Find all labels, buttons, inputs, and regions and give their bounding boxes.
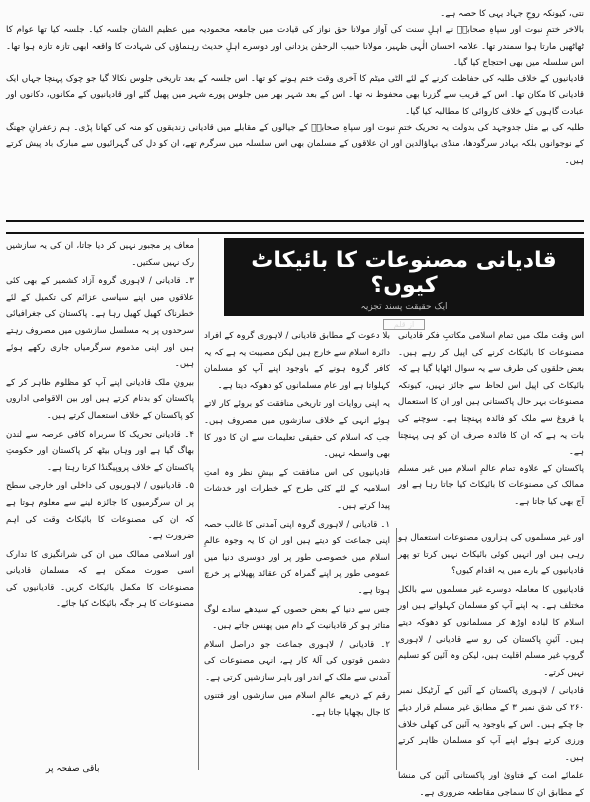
middle-paragraph: یہ اپنی روایات اور تاریخی منافقت کو بروئے کار لاتے ہوئے انہی کے خلاف سازشوں میں مصروف ہیں۔ جب کہ اسلام کی حقیقی تعلیمات سے ان کا دور کا بھی واسطہ نہیں۔ [204,399,390,460]
left-paragraph: ۴۔ قادیانی تحریک کا سربراہ کافی عرصہ سے لندن بھاگ گیا ہے اور وہاں بیٹھ کر پاکستان اور حکومتِ پاکستان کے خلاف پروپیگنڈا کرتا رہتا ہے۔ [6,429,194,473]
top-article-paragraph: قادیانیوں کے خلاف طلبہ کی حفاظت کرنے کے لئے الٹی میٹم کا آخری وقت ختم ہونے کو تھا۔ اس جلسہ کے بعد تاریخی جلوس نکالا گیا جو چوک پہنچا جہاں ایک قادیانی کا مکان تھا۔ اس کے قریب سے گزرنا بھی محفوظ نہ تھا۔ اس کے بعد شہر بھر میں جلوس پورے شہر میں پھیل گئے اور قادیانیوں کے مکانوں، دکانوں اور عبادت گاہوں کے خلاف کاروائی کا مطالبہ کیا گیا۔ [6,74,584,117]
section-divider [6,220,584,222]
middle-paragraph: بلا دعوت کے مطابق قادیانی / لاہوری گروہ کے افراد دائرہ اسلام سے خارج ہیں لیکن مصیبت یہ ہے کہ یہ کافر گروہ ہونے کے باوجود اپنے آپ کو مسلمان کہلواتا ہے اور عام مسلمانوں کو دھوکہ دیتا ہے۔ [203,331,390,391]
right-paragraph: پاکستان کے علاوہ تمام عالمِ اسلام میں غیر مسلم ممالک کی مصنوعات کا بائیکاٹ کیا جاتا رہا ہے اور آج بھی کیا جاتا ہے۔ [398,463,584,507]
top-article-paragraph: طلبہ کی بے مثل جدوجہد کی بدولت یہ تحریک ختمِ نبوت اور سپاہِ صحابہؓ کے جیالوں کے مقابلے میں قادیانی زندیقوں کو منہ کی کھانا پڑی۔ ہم زعفرانِ جھنگ کے نوجوانوں بلکہ بہادر سرگودھا، منڈی بہاؤالدین اور ان علاقوں کے مسلمان بھی اس سلسلہ میں سرگرم تھے، ان کو دل کی گہرائیوں سے مبارک باد پیش کرتے ہیں۔ [6,123,584,166]
middle-paragraph: ۱۔ قادیانی / لاہوری گروہ اپنی آمدنی کا غالب حصہ اپنی جماعت کو دیتے ہیں اور ان کا یہ وجوہ عالمِ اسلام میں خصوصی طور پر اور دوسری دنیا میں عمومی طور پر اپنے گمراہ کن عقائد پھیلانے پر خرچ ہوتا ہے۔ [204,519,390,596]
right-paragraph: علمائے امت کے فتاویٰ اور پاکستانی آئین کی منشا کے مطابق ان کا سماجی مقاطعہ ضروری ہے۔ [398,771,584,798]
banner-subtitle: ایک حقیقت پسند تجزیہ [360,302,448,312]
right-column [398,530,584,798]
middle-paragraph: قادیانیوں کی اس منافقت کے بیشِ نظر وہ امتِ اسلامیہ کے لئے کئی طرح کے خطرات اور خدشات پیدا کرتے ہیں۔ [204,467,390,511]
middle-column [204,328,390,770]
middle-paragraph: جس سے دنیا کے بعض حصوں کے سیدھے سادے لوگ متاثر ہو کر قادیانیت کے دام میں پھنس جاتے ہیں۔ [204,604,390,632]
banner-byline: از قلم [383,319,425,330]
left-paragraph: ۳۔ قادیانی / لاہوری گروہ آزاد کشمیر کے بھی کئی علاقوں میں اپنے سیاسی عزائم کی تکمیل کے لئے خطرناک کھیل کھیل رہا ہے۔ پاکستان کی جغرافیائی سرحدوں پر یہ مسلسل سازشوں میں مصروف رہتے ہیں اور اپنی مذموم سرگرمیاں جاری رکھے ہوئے ہیں۔ [6,276,194,370]
article-banner [224,238,584,329]
right-paragraph: قادیانی / لاہوری پاکستان کے آئین کے آرٹیکل نمبر ۲۶۰ کی شق نمبر ۳ کے مطابق غیر مسلم قرار دیئے جا چکے ہیں۔ اس کے باوجود یہ آئین کی کھلی خلاف ورزی کرتے ہوئے اپنے آپ کو مسلمان ظاہر کرتے ہیں۔ [398,686,584,763]
section-divider [6,232,584,234]
left-column [6,238,194,770]
top-article [6,6,584,218]
left-paragraph: بیرونِ ملک قادیانی اپنے آپ کو مظلوم ظاہر کر کے پاکستان کو بدنام کرتے ہیں اور بین الاقوامی اداروں کو پاکستان کے خلاف استعمال کرتے ہیں۔ [6,377,194,421]
top-article-paragraph: نتی، کیونکہ روحِ جہاد یہی کا حصہ ہے۔ [440,9,584,19]
top-article-paragraph: بالاخر ختمِ نبوت اور سپاہِ صحابہؓ نے اہلِ سنت کی آواز مولانا حق نواز کی قیادت میں جامعہ محمودیہ میں عظیم الشان جلسہ کیا۔ جلسہ کیا تھا عوام کا ٹھاٹھیں مارتا ہوا سمندر تھا۔ علامہ احسان الٰہی ظہیر، مولانا حبیب الرحمٰن یزدانی اور دوسرے اہلِ حدیث رہنماؤں کی شہادت کا واقعہ ابھی تازہ تازہ ہوا تھا۔ اس سلسلہ میں بھی احتجاج کیا گیا۔ [6,25,584,68]
column-divider [198,238,199,770]
middle-paragraph: ۲۔ قادیانی / لاہوری جماعت جو دراصل اسلام دشمن قوتوں کی آلۂ کار ہے، انہی مصنوعات کی آمدنی سے ملک کے اندر اور باہر سازشیں کرتی ہے۔ [204,639,390,683]
right-paragraph: اس وقت ملک میں تمام اسلامی مکاتبِ فکر قادیانی مصنوعات کا بائیکاٹ کرنے کی اپیل کر رہے ہیں۔ بعض حلقوں کی طرف سے یہ سوال اٹھایا گیا ہے کہ بائیکاٹ کی اپیل اس لحاظ سے جائز نہیں، کیونکہ مصنوعات بہر حال پاکستانی ہیں اور ان کا استعمال یا فروغ سے ملک کو فائدہ پہنچتا ہے۔ سوچنے کی بات یہ ہے کہ ان کا فائدہ صرف ان کو ہی پہنچتا ہے۔ [398,331,584,458]
middle-paragraph: رقم کے ذریعے عالمِ اسلام میں سازشوں اور فتنوں کا جال بچھایا جاتا ہے۔ [204,691,390,719]
continued-note: باقی صفحہ پر [46,764,100,774]
article-columns [6,238,584,798]
left-paragraph: معاف پر مجبور نہیں کر دیا جاتا، ان کی یہ سازشیں رک نہیں سکتیں۔ [6,241,194,268]
right-paragraph: اور غیر مسلموں کی ہزاروں مصنوعات استعمال ہو رہی ہیں اور انہیں کوئی بائیکاٹ نہیں کرتا تو پھر قادیانیوں کے بارے میں یہ اقدام کیوں؟ [398,533,584,577]
column-divider [396,528,397,770]
left-paragraph: اور اسلامی ممالک میں ان کی شرانگیزی کا تدارک اسی صورت ممکن ہے کہ مسلمان قادیانی مصنوعات کا مکمل بائیکاٹ کریں۔ قادیانیوں کی مصنوعات کا ہر جگہ بائیکاٹ کیا جائے۔ [6,549,194,610]
left-paragraph: ۵۔ قادیانیوں / لاہوریوں کی داخلی اور خارجی سطح پر ان سرگرمیوں کا جائزہ لینے سے معلوم ہوتا ہے کہ ان کی مصنوعات کا بائیکاٹ وقت کی اہم ضرورت ہے۔ [6,481,194,542]
right-paragraph: قادیانیوں کا معاملہ دوسرے غیر مسلموں سے بالکل مختلف ہے۔ یہ اپنے آپ کو مسلمان کہلواتے ہیں اور اسلام کا لبادہ اوڑھ کر مسلمانوں کو دھوکہ دیتے ہیں۔ آئینِ پاکستان کی رو سے قادیانی / لاہوری گروپ غیر مسلم اقلیت ہیں، لیکن وہ آئین کو تسلیم نہیں کرتے۔ [398,584,584,678]
right-column-top [398,328,584,524]
newspaper-page [6,6,584,798]
banner-title: قادیانی مصنوعات کا بائیکاٹ کیوں؟ [251,248,557,298]
